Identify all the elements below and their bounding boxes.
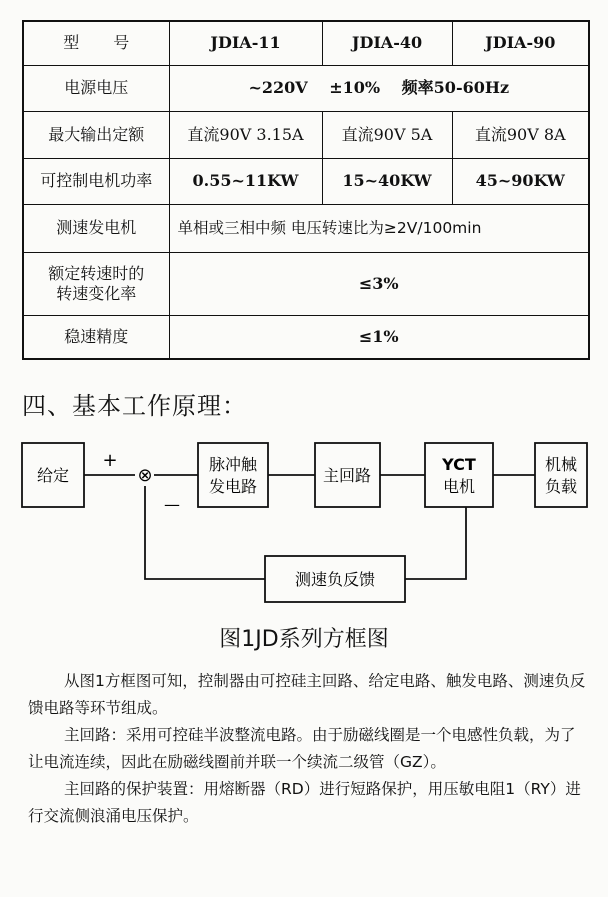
pulse-box [198, 443, 268, 507]
power-jdia-11: 0.55~11KW [169, 158, 322, 204]
output-label: 最大输出定额 [23, 111, 169, 158]
table-row-power [23, 158, 589, 204]
motor-label-line2: 电机 [442, 477, 476, 496]
paragraph-protection: 主回路的保护装置：用熔断器（RD）进行短路保护，用压敏电阻1（RY）进行交流侧浪涌电压保护。 [28, 780, 581, 825]
pulse-label-line2: 发电路 [208, 477, 258, 496]
pulse-label-line1: 脉冲触 [208, 455, 258, 474]
voltage-label: 电源电压 [23, 65, 169, 111]
motor-box [425, 443, 493, 507]
block-diagram [0, 430, 608, 610]
tacho-value: 单相或三相中频 电压转速比为≥2V/100min [169, 204, 589, 252]
tacho-label: 测速发电机 [23, 204, 169, 252]
output-jdia-90: 直流90V 8A [452, 111, 589, 158]
speed-change-value: ≤3% [169, 252, 589, 315]
model-jdia-40: JDIA-40 [322, 21, 452, 65]
model-jdia-11: JDIA-11 [169, 21, 322, 65]
model-jdia-90: JDIA-90 [452, 21, 589, 65]
table-row-accuracy [23, 315, 589, 359]
table-row-speed-change [23, 252, 589, 315]
spec-table [22, 20, 590, 360]
load-label-line2: 负载 [544, 477, 578, 496]
plus-sign: + [102, 450, 118, 471]
body-text [28, 668, 588, 830]
main-label: 主回路 [322, 466, 372, 485]
table-row-output [23, 111, 589, 158]
output-jdia-40: 直流90V 5A [322, 111, 452, 158]
paragraph-overview: 从图1方框图可知，控制器由可控硅主回路、给定电路、触发电路、测速负反馈电路等环节组成。 [28, 672, 586, 717]
table-row-voltage [23, 65, 589, 111]
paragraph-main-circuit: 主回路：采用可控硅半波整流电路。由于励磁线圈是一个电感性负载，为了让电流连续，因此在励磁线圈前并联一个续流二级管（GZ）。 [28, 726, 576, 771]
voltage-value: ~220V ±10% 频率50-60Hz [169, 65, 589, 111]
load-box [535, 443, 587, 507]
figure-caption: 图1JD系列方框图 [219, 627, 389, 652]
minus-sign: — [164, 495, 180, 514]
feedback-label: 测速负反馈 [294, 570, 376, 589]
power-jdia-90: 45~90KW [452, 158, 589, 204]
power-label: 可控制电机功率 [23, 158, 169, 204]
motor-label-line1: YCT [442, 455, 476, 474]
power-jdia-40: 15~40KW [322, 158, 452, 204]
accuracy-label: 稳速精度 [23, 315, 169, 359]
accuracy-value: ≤1% [169, 315, 589, 359]
summing-junction: ⊗ [137, 465, 153, 486]
speed-change-label: 额定转速时的 转速变化率 [23, 252, 169, 315]
output-jdia-11: 直流90V 3.15A [169, 111, 322, 158]
given-label: 给定 [36, 466, 70, 485]
table-row-tacho [23, 204, 589, 252]
table-row-model [23, 21, 589, 65]
load-label-line1: 机械 [544, 455, 578, 474]
section-heading: 四、基本工作原理： [22, 392, 247, 420]
model-label: 型号 [23, 21, 169, 65]
